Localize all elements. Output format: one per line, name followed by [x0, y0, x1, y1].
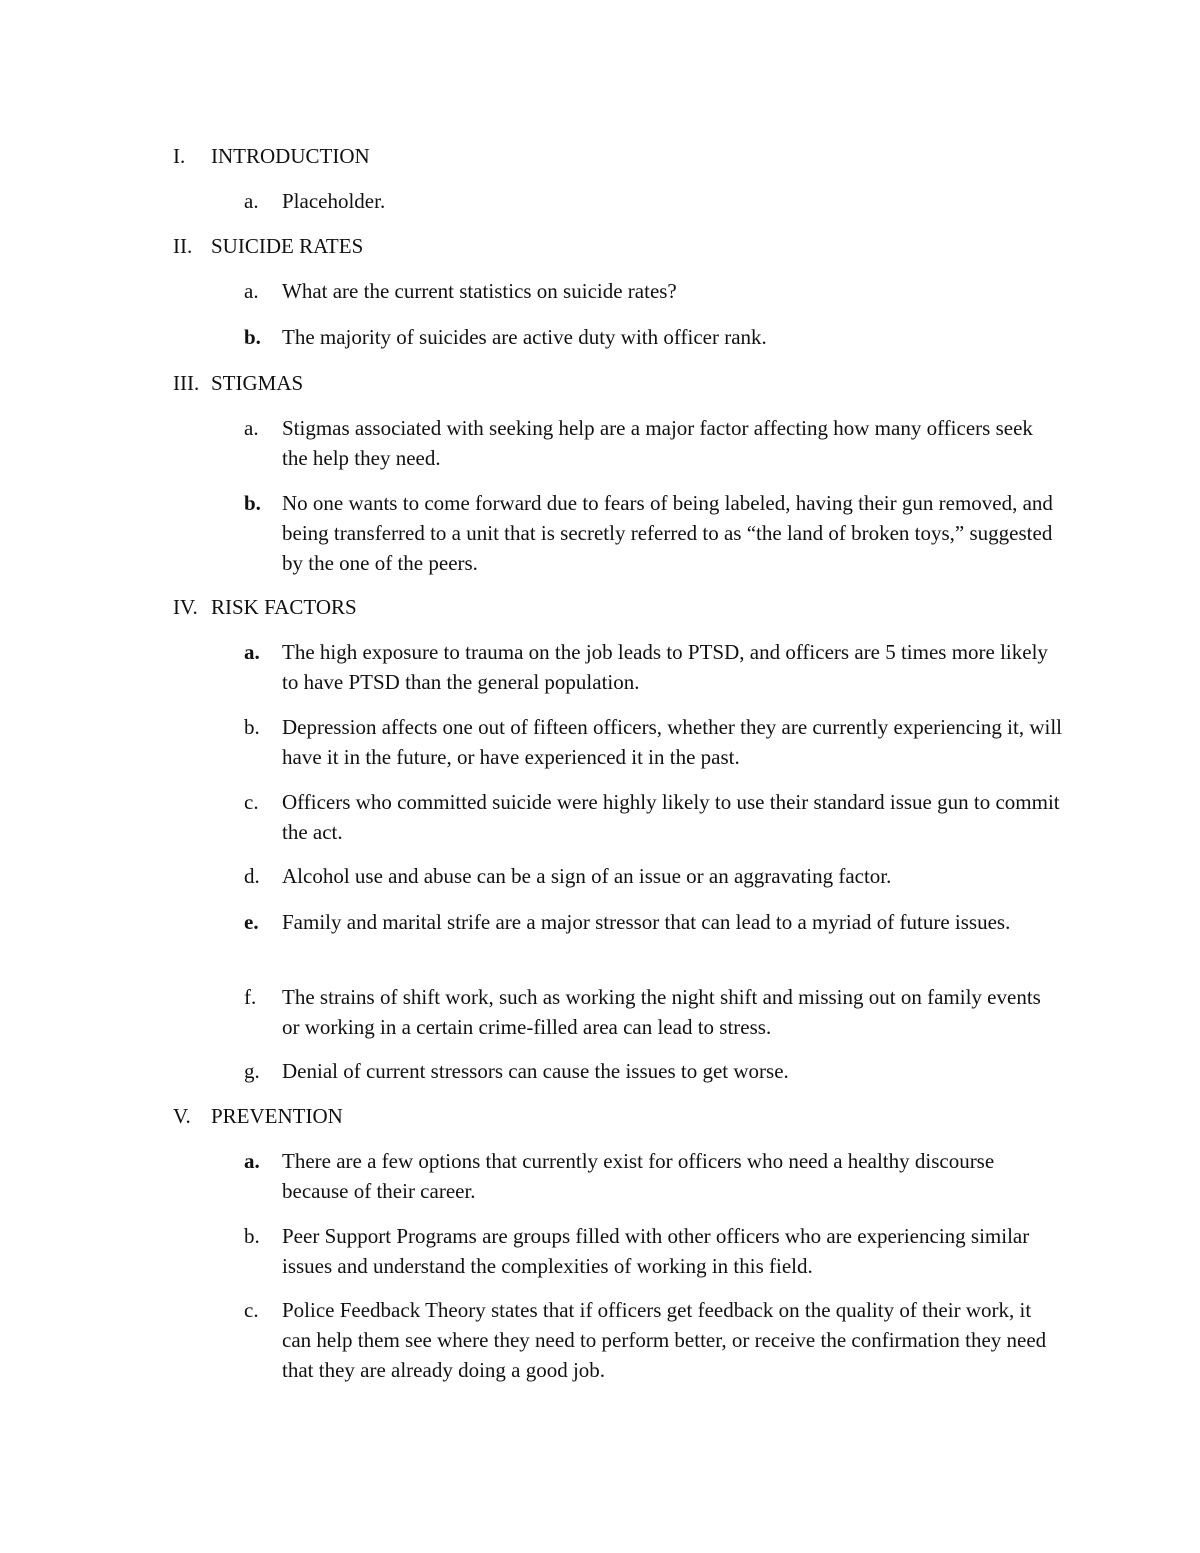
- item-letter: c.: [244, 790, 259, 814]
- section-title: SUICIDE RATES: [211, 234, 364, 258]
- item-letter: e.: [244, 910, 259, 934]
- item-text: Placeholder.: [282, 189, 386, 213]
- item-text: Peer Support Programs are groups filled with other officers who are experiencing similar issues and understand the complexities of working in this field.: [282, 1224, 1030, 1278]
- item-text: There are a few options that currently exist for officers who need a healthy discourse because of their career.: [282, 1149, 995, 1203]
- section-number: II.: [173, 234, 193, 258]
- item-text: Denial of current stressors can cause the issues to get worse.: [282, 1059, 789, 1083]
- item-letter: b.: [244, 325, 261, 349]
- section-number: IV.: [173, 595, 198, 619]
- section-heading-risk-factors: [173, 592, 357, 622]
- section-title: PREVENTION: [211, 1104, 343, 1128]
- item-text: Officers who committed suicide were highly likely to use their standard issue gun to commit the act.: [282, 790, 1060, 844]
- item-text: What are the current statistics on suicide rates?: [282, 279, 677, 303]
- item-letter: a.: [244, 189, 259, 213]
- item-letter: f.: [244, 985, 257, 1009]
- item-letter: a.: [244, 1149, 260, 1173]
- item-letter: d.: [244, 864, 260, 888]
- item-letter: a.: [244, 416, 259, 440]
- section-heading-prevention: [173, 1101, 343, 1131]
- section-heading-suicide-rates: [173, 231, 363, 261]
- item-text: Depression affects one out of fifteen officers, whether they are currently experiencing it, will have it in the future, or have experienced it in the past.: [282, 715, 1063, 769]
- item-text: No one wants to come forward due to fears of being labeled, having their gun removed, and being transferred to a unit that is secretly referred to as “the land of broken toys,” suggested by the one of the peers.: [282, 491, 1053, 575]
- section-number: I.: [173, 144, 186, 168]
- item-letter: c.: [244, 1298, 259, 1322]
- section-heading-stigmas: [173, 368, 303, 398]
- section-number: V.: [173, 1104, 191, 1128]
- item-letter: a.: [244, 279, 259, 303]
- section-title: INTRODUCTION: [211, 144, 370, 168]
- item-text: The high exposure to trauma on the job leads to PTSD, and officers are 5 times more likely to have PTSD than the general population.: [282, 640, 1048, 694]
- item-letter: a.: [244, 640, 260, 664]
- item-text: Alcohol use and abuse can be a sign of an issue or an aggravating factor.: [282, 864, 892, 888]
- item-text: Police Feedback Theory states that if officers get feedback on the quality of their work, it can help them see where they need to perform better, or receive the confirmation they need that they are already doing a good job.: [282, 1298, 1047, 1382]
- section-heading-introduction: [173, 141, 370, 171]
- item-text: Stigmas associated with seeking help are a major factor affecting how many officers seek the help they need.: [282, 416, 1033, 470]
- section-title: STIGMAS: [211, 371, 304, 395]
- item-letter: b.: [244, 715, 260, 739]
- item-text: Family and marital strife are a major stressor that can lead to a myriad of future issues.: [282, 910, 1011, 934]
- item-letter: b.: [244, 491, 261, 515]
- section-number: III.: [173, 371, 200, 395]
- item-letter: g.: [244, 1059, 260, 1083]
- section-title: RISK FACTORS: [211, 595, 357, 619]
- item-text: The majority of suicides are active duty with officer rank.: [282, 325, 767, 349]
- item-letter: b.: [244, 1224, 260, 1248]
- item-text: The strains of shift work, such as working the night shift and missing out on family events or working in a certain crime-filled area can lead to stress.: [282, 985, 1041, 1039]
